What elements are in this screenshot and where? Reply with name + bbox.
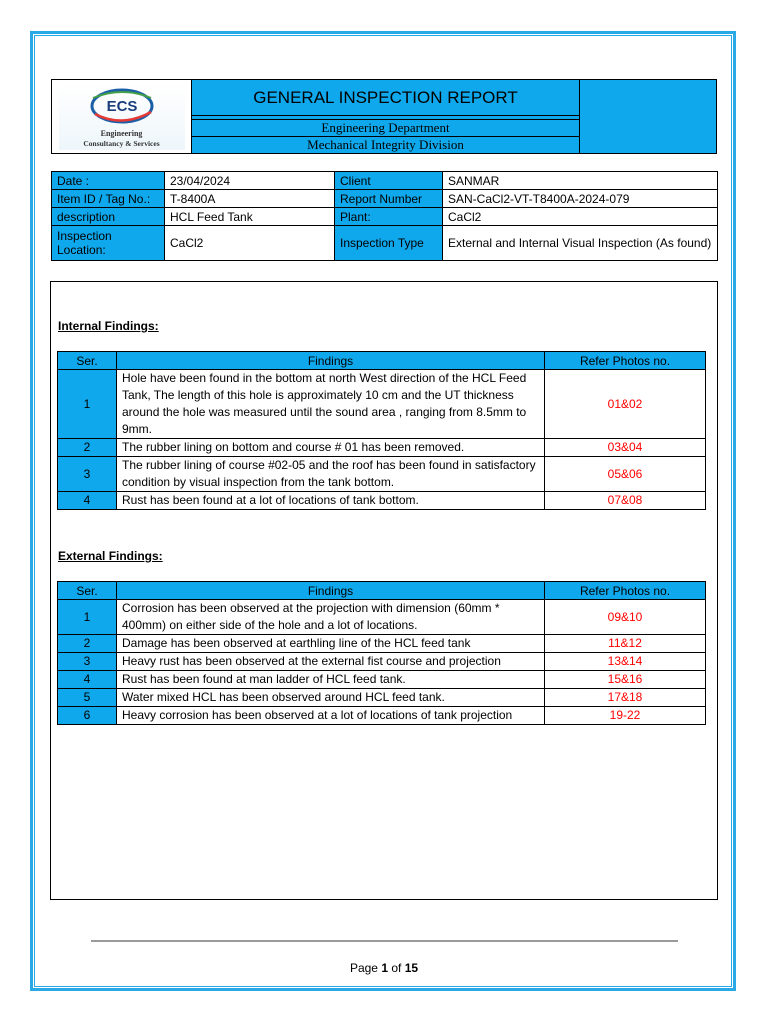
department-name: Engineering Department <box>192 119 579 137</box>
finding-cell: Water mixed HCL has been observed around HCL feed tank. <box>117 689 545 707</box>
report-number-label: Report Number <box>335 190 443 208</box>
ref-header: Refer Photos no. <box>545 352 706 370</box>
division-name: Mechanical Integrity Division <box>307 137 464 152</box>
ref-cell: 07&08 <box>545 492 706 510</box>
external-findings-title: External Findings: <box>58 549 163 563</box>
item-label: Item ID / Tag No.: <box>52 190 165 208</box>
ref-header: Refer Photos no. <box>545 582 706 600</box>
date-value: 23/04/2024 <box>165 172 335 190</box>
ser-cell: 4 <box>58 671 117 689</box>
ref-cell: 09&10 <box>545 600 706 635</box>
table-row <box>58 707 706 725</box>
footer-divider <box>91 940 678 942</box>
ref-cell: 19-22 <box>545 707 706 725</box>
finding-cell: The rubber lining on bottom and course # 01 has been removed. <box>117 439 545 457</box>
table-row <box>58 635 706 653</box>
finding-cell: The rubber lining of course #02-05 and the roof has been found in satisfactory condition by visual inspection from the tank bottom. <box>117 457 545 492</box>
title-cell <box>192 80 580 153</box>
report-title: GENERAL INSPECTION REPORT <box>192 80 579 116</box>
ref-cell: 03&04 <box>545 439 706 457</box>
header-right-cell <box>580 80 716 153</box>
info-row <box>52 208 718 226</box>
ref-cell: 15&16 <box>545 671 706 689</box>
table-row <box>58 671 706 689</box>
findings-header: Findings <box>117 352 545 370</box>
finding-cell: Hole have been found in the bottom at north West direction of the HCL Feed Tank, The length of this hole is approximately 10 cm and the UT thickness around the hole was measured until the sound area , ranging from 8.5mm to 9mm. <box>117 370 545 439</box>
external-findings-table <box>57 581 706 725</box>
of-word: of <box>391 961 402 975</box>
inspection-type-value: External and Internal Visual Inspection (As found) <box>443 226 718 261</box>
finding-cell: Heavy corrosion has been observed at a lot of locations of tank projection <box>117 707 545 725</box>
ser-cell: 2 <box>58 635 117 653</box>
report-info-table <box>51 171 718 261</box>
location-label: Inspection Location: <box>52 226 165 261</box>
logo-line-1: Engineering <box>100 128 143 138</box>
report-number-value: SAN-CaCl2-VT-T8400A-2024-079 <box>443 190 718 208</box>
inspection-type-label: Inspection Type <box>335 226 443 261</box>
ser-cell: 4 <box>58 492 117 510</box>
ref-cell: 11&12 <box>545 635 706 653</box>
finding-cell: Heavy rust has been observed at the external fist course and projection <box>117 653 545 671</box>
plant-value: CaCl2 <box>443 208 718 226</box>
page-total: 15 <box>404 961 419 975</box>
findings-header: Findings <box>117 582 545 600</box>
ser-cell: 3 <box>58 653 117 671</box>
client-value: SANMAR <box>443 172 718 190</box>
page-number <box>0 961 768 975</box>
finding-cell: Rust has been found at a lot of locations of tank bottom. <box>117 492 545 510</box>
ref-cell: 17&18 <box>545 689 706 707</box>
logo-cell <box>52 80 192 153</box>
table-header-row <box>58 582 706 600</box>
client-label: Client <box>335 172 443 190</box>
ref-cell: 01&02 <box>545 370 706 439</box>
info-row <box>52 226 718 261</box>
logo-initials: ECS <box>106 97 137 115</box>
table-row <box>58 457 706 492</box>
ref-cell: 13&14 <box>545 653 706 671</box>
ser-cell: 6 <box>58 707 117 725</box>
ser-cell: 5 <box>58 689 117 707</box>
table-row <box>58 439 706 457</box>
internal-findings-title: Internal Findings: <box>58 319 159 333</box>
finding-cell: Damage has been observed at earthling line of the HCL feed tank <box>117 635 545 653</box>
date-label: Date : <box>52 172 165 190</box>
company-logo <box>59 84 185 150</box>
location-value: CaCl2 <box>165 226 335 261</box>
ser-cell: 1 <box>58 370 117 439</box>
plant-label: Plant: <box>335 208 443 226</box>
ser-cell: 2 <box>58 439 117 457</box>
table-row <box>58 689 706 707</box>
internal-findings-table <box>57 351 706 510</box>
finding-cell: Rust has been found at man ladder of HCL feed tank. <box>117 671 545 689</box>
ser-cell: 1 <box>58 600 117 635</box>
ser-header: Ser. <box>58 352 117 370</box>
ser-header: Ser. <box>58 582 117 600</box>
description-value: HCL Feed Tank <box>165 208 335 226</box>
table-row <box>58 370 706 439</box>
page-current: 1 <box>381 961 388 975</box>
table-header-row <box>58 352 706 370</box>
table-row <box>58 600 706 635</box>
info-row <box>52 172 718 190</box>
report-header <box>51 79 717 154</box>
page-word: Page <box>349 961 378 975</box>
table-row <box>58 492 706 510</box>
ser-cell: 3 <box>58 457 117 492</box>
info-row <box>52 190 718 208</box>
logo-line-2: Consultancy & Services <box>83 138 160 148</box>
table-row <box>58 653 706 671</box>
item-value: T-8400A <box>165 190 335 208</box>
finding-cell: Corrosion has been observed at the projection with dimension (60mm * 400mm) on either side of the hole and a lot of locations. <box>117 600 545 635</box>
description-label: description <box>52 208 165 226</box>
ref-cell: 05&06 <box>545 457 706 492</box>
